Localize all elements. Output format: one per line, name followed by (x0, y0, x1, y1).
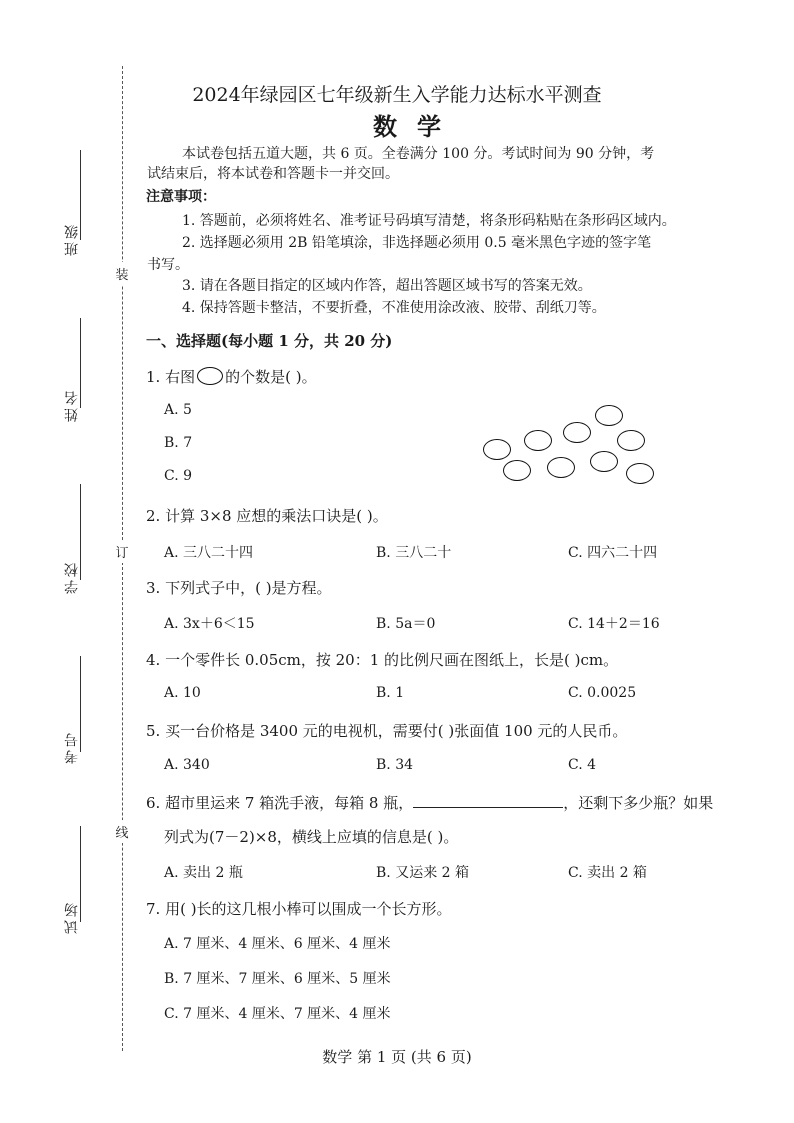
q2-option-c: C. 四六二十四 (568, 545, 658, 561)
notes-heading: 注意事项： (146, 189, 216, 205)
q2-option-b: B. 三八二十 (376, 545, 452, 561)
binding-char-zhuang: 装 (114, 262, 130, 285)
q3-option-c: C. 14＋2＝16 (568, 616, 660, 632)
q4-option-c: C. 0.0025 (568, 685, 637, 701)
field-exam-number: 考号 (58, 656, 88, 766)
answer-blank (413, 793, 563, 808)
question-5: 5. 买一台价格是 3400 元的电视机，需要付( )张面值 100 元的人民币。 (146, 722, 628, 740)
question-2: 2. 计算 3×8 应想的乘法口诀是( )。 (146, 507, 388, 525)
q6-option-c: C. 卖出 2 箱 (568, 865, 647, 881)
question-1: 1. 右图 的个数是( )。 (146, 368, 317, 386)
oval-shape (524, 430, 552, 451)
q7-option-b: B. 7 厘米、7 厘米、6 厘米、5 厘米 (164, 971, 391, 987)
q3-option-b: B. 5a＝0 (376, 616, 436, 632)
oval-shape (503, 460, 531, 481)
q6-option-b: B. 又运来 2 箱 (376, 865, 469, 881)
q4-option-b: B. 1 (376, 685, 405, 701)
subject-title: 数学 (373, 112, 461, 141)
intro-line-2: 试结束后，将本试卷和答题卡一并交回。 (147, 166, 399, 182)
q3-option-a: A. 3x＋6＜15 (164, 616, 255, 632)
binding-char-xian: 线 (114, 820, 130, 843)
oval-shape (547, 457, 575, 478)
question-4: 4. 一个零件长 0.05cm，按 20：1 的比例尺画在图纸上，长是( )cm。 (146, 651, 619, 669)
field-name: 姓名 (58, 318, 88, 428)
field-exam-room: 试场 (58, 826, 88, 936)
oval-shape (590, 451, 618, 472)
binding-char-ding: 订 (114, 540, 130, 563)
field-school: 学校 (58, 484, 88, 594)
oval-shape (483, 439, 511, 460)
note-item-2-cont: 书写。 (147, 257, 189, 273)
note-item-3: 3. 请在各题目指定的区域内作答，超出答题区域书写的答案无效。 (182, 278, 592, 294)
field-class: 班级 (58, 150, 88, 260)
question-6: 6. 超市里运来 7 箱洗手液，每箱 8 瓶， ，还剩下多少瓶？如果 (146, 794, 714, 812)
q1-option-a: A. 5 (164, 402, 192, 418)
oval-shape (595, 405, 623, 426)
q1-option-b: B. 7 (164, 435, 193, 451)
oval-shape (626, 463, 654, 484)
page-footer: 数学 第 1 页 (共 6 页) (322, 1048, 472, 1066)
note-item-2: 2. 选择题必须用 2B 铅笔填涂，非选择题必须用 0.5 毫米黑色字迹的签字笔 (182, 235, 652, 251)
note-item-1: 1. 答题前，必须将姓名、准考证号码填写清楚，将条形码粘贴在条形码区域内。 (182, 213, 676, 229)
oval-shape (563, 422, 591, 443)
section-heading: 一、选择题(每小题 1 分，共 20 分) (146, 332, 393, 350)
q7-option-a: A. 7 厘米、4 厘米、6 厘米、4 厘米 (164, 936, 391, 952)
q5-option-b: B. 34 (376, 757, 414, 773)
oval-icon (197, 367, 223, 385)
note-item-4: 4. 保持答题卡整洁，不要折叠，不准使用涂改液、胶带、刮纸刀等。 (182, 300, 606, 316)
page-title: 2024年绿园区七年级新生入学能力达标水平测查 (192, 84, 602, 106)
q5-option-a: A. 340 (164, 757, 210, 773)
intro-line-1: 本试卷包括五道大题，共 6 页。全卷满分 100 分。考试时间为 90 分钟，考 (182, 146, 655, 162)
q4-option-a: A. 10 (164, 685, 201, 701)
oval-shape (617, 430, 645, 451)
q5-option-c: C. 4 (568, 757, 597, 773)
q2-option-a: A. 三八二十四 (164, 545, 254, 561)
question-3: 3. 下列式子中，( )是方程。 (146, 579, 332, 597)
q1-option-c: C. 9 (164, 468, 193, 484)
q7-option-c: C. 7 厘米、4 厘米、7 厘米、4 厘米 (164, 1006, 391, 1022)
question-6-line-2: 列式为(7－2)×8，横线上应填的信息是( )。 (164, 828, 459, 846)
question-7: 7. 用( )长的这几根小棒可以围成一个长方形。 (146, 900, 452, 918)
q6-option-a: A. 卖出 2 瓶 (164, 865, 243, 881)
